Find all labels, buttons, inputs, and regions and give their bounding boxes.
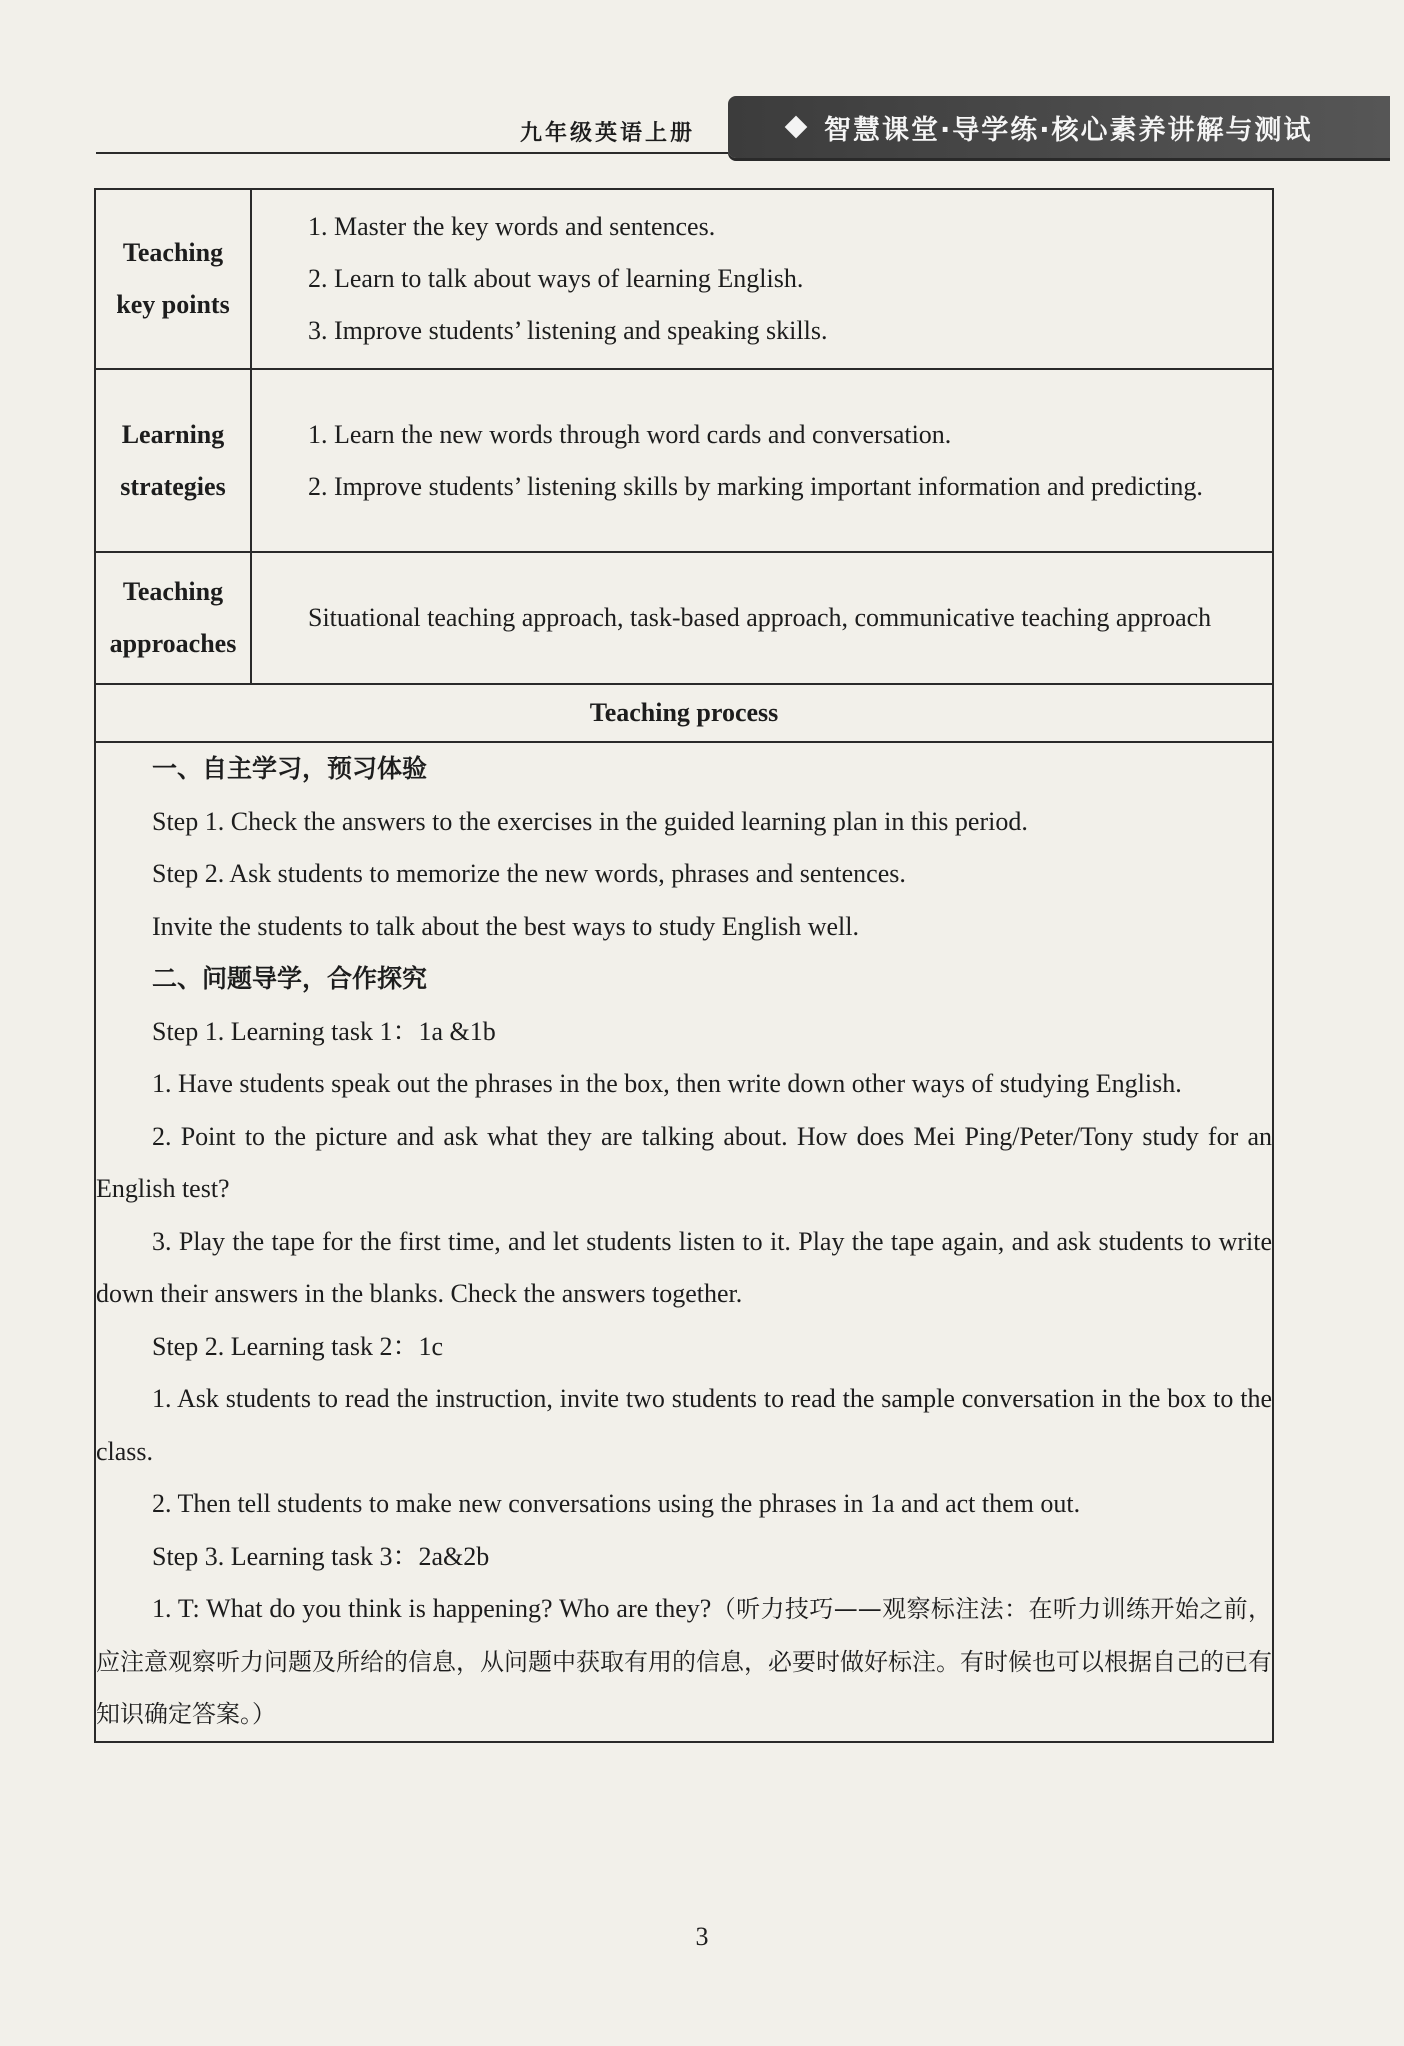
process-body (95, 742, 1273, 1742)
strategies-row (95, 369, 1273, 552)
header-banner (728, 96, 1390, 158)
paragraph: 2. Then tell students to make new conversations using the phrases in 1a and act them out. (152, 1489, 1081, 1518)
paragraph: 1. T: What do you think is happening? Who are they?（听力技巧——观察标注法：在听力训练开始之前，应注意观察听力问题及所给的信息，从问题中获取有用的信息，必要时做好标注。有时候也可以根据自己的已有知识确定答案。） (96, 1594, 1273, 1728)
key-points-content (251, 189, 1273, 369)
paragraph: Step 2. Ask students to memorize the new words, phrases and sentences. (152, 859, 906, 888)
list-item: 2. Learn to talk about ways of learning English. (308, 264, 804, 293)
paragraph: Step 2. Learning task 2：1c (152, 1331, 443, 1361)
header-rule (96, 152, 728, 154)
lesson-plan-table (94, 188, 1274, 1743)
paragraph: 3. Play the tape for the first time, and let students listen to it. Play the tape again, and ask students to write down their answers in the blanks. Check the answers together. (96, 1226, 1272, 1308)
paragraph: Step 1. Learning task 1：1a &1b (152, 1016, 496, 1046)
list-item: 3. Improve students’ listening and speaking skills. (308, 316, 828, 345)
banner-text: 智慧课堂·导学练·核心素养讲解与测试 (824, 114, 1313, 146)
process-title: Teaching process (95, 684, 1273, 742)
paragraph: 2. Point to the picture and ask what they are talking about. How does Mei Ping/Peter/Tony study for an English test? (96, 1121, 1272, 1203)
approaches-label: Teaching approaches (95, 552, 251, 684)
paragraph: Step 3. Learning task 3：2a&2b (152, 1541, 490, 1571)
process-title-row (95, 684, 1273, 742)
diamond-icon (785, 116, 808, 139)
list-item: 1. Learn the new words through word cards and conversation. (308, 419, 952, 449)
section-heading: 二、问题导学，合作探究 (152, 964, 428, 993)
process-body-row (95, 742, 1273, 1742)
key-points-label: Teaching key points (95, 189, 251, 369)
strategies-content (251, 369, 1273, 552)
approaches-content: Situational teaching approach, task-based approach, communicative teaching approach (251, 552, 1273, 684)
list-item: 2. Improve students’ listening skills by marking important information and predicting. (308, 471, 1203, 501)
approaches-row (95, 552, 1273, 684)
paragraph: Invite the students to talk about the best ways to study English well. (152, 911, 859, 941)
paragraph: Step 1. Check the answers to the exercises in the guided learning plan in this period. (152, 806, 1028, 836)
paragraph: 1. Have students speak out the phrases in the box, then write down other ways of studying English. (152, 1069, 1182, 1098)
paragraph: 1. Ask students to read the instruction, invite two students to read the sample conversation in the box to the class. (96, 1384, 1272, 1466)
strategies-label: Learning strategies (95, 369, 251, 552)
list-item: 1. Master the key words and sentences. (308, 212, 716, 241)
section-heading: 一、自主学习，预习体验 (152, 754, 428, 783)
key-points-row (95, 189, 1273, 369)
book-title: 九年级英语上册 (520, 120, 696, 146)
page-number: 3 (695, 1922, 709, 1951)
